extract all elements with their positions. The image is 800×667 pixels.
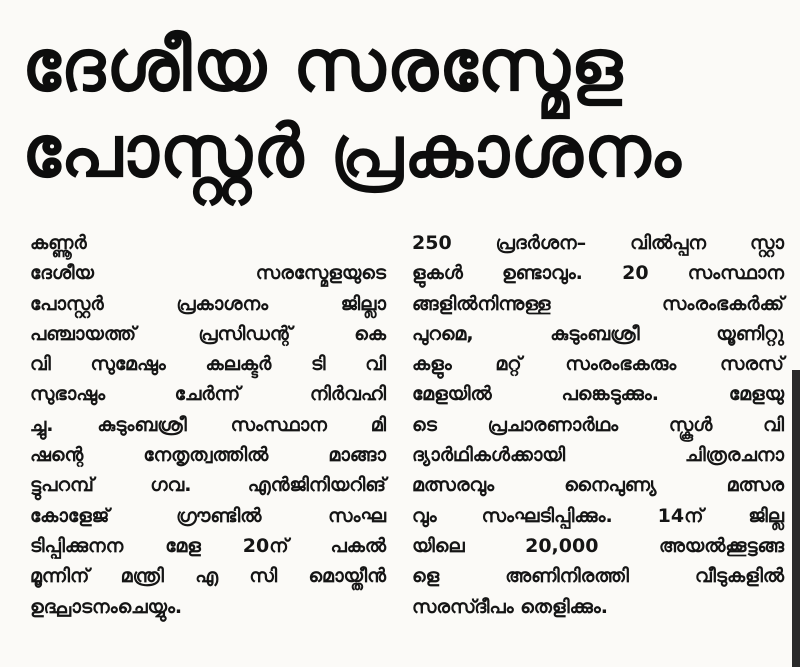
body-line: വി സുമേഷും കലക്ടർ ടി വി [30,353,386,376]
dateline: കണ്ണൂർ [30,232,87,254]
body-line: പഞ്ചായത്ത് പ്രസിഡന്റ് കെ [30,322,386,345]
body-line: ളുകൾ ഉണ്ടാവും. 20 സംസ്ഥാന [412,262,784,285]
headline-line-1: ദേശീയ സരസ്മേള [22,23,624,107]
body-line: കോളേജ് ഗ്രൗണ്ടിൽ സംഘ [30,504,386,527]
article-column-left [30,228,386,622]
body-line: മേളയിൽ പങ്കെടുക്കും. മേളയു [412,383,784,406]
body-line: പോസ്റ്റർ പ്രകാശനം ജില്ലാ [30,292,386,315]
body-line: ഉദ്ഘാടനംചെയ്യും. [30,595,183,618]
body-line: ദേശീയ സരസ്മേളയുടെ [30,262,386,285]
body-line: ട്ടുപറമ്പ് ഗവ. എൻജിനിയറിങ് [30,474,386,497]
body-line: മത്സരവും നൈപുണ്യ മത്സര [412,474,784,497]
body-line: 250 പ്രദർശന– വിൽപ്പന സ്റ്റാ [412,232,784,254]
headline [22,22,782,194]
body-line: ളെ അണിനിരത്തി വീടുകളിൽ [412,565,784,588]
body-line: സരസ്ദീപം തെളിക്കും. [412,595,608,618]
article-body-left [30,258,386,622]
body-line: ഷന്റെ നേതൃത്വത്തിൽ മാങ്ങാ [30,444,386,467]
body-line: ങ്ങളിൽനിന്നുള്ള സംരംഭകർക്ക് [412,292,784,315]
headline-line-2: പോസ്റ്റർ പ്രകാശനം [22,109,682,193]
page-edge-divider [792,370,800,667]
body-line: സുഭാഷും ചേർന്ന് നിർവഹി [30,383,386,406]
body-line: യിലെ 20,000 അയൽക്കൂട്ടങ്ങ [412,534,784,557]
body-line: പുറമെ, കുടുംബശ്രീ യൂണിറ്റു [412,322,784,345]
body-line: കളും മറ്റ് സംരംഭകരും സരസ് [412,353,784,376]
body-line: ദ്യാർഥികൾക്കായി ചിത്രരചനാ [412,444,784,467]
body-line: വും സംഘടിപ്പിക്കും. 14ന് ജില്ല [412,504,784,527]
article-column-right [412,228,784,622]
body-line: ച്ചു. കുടുംബശ്രീ സംസ്ഥാന മി [30,413,386,436]
body-line: ടിപ്പിക്കുനന മേള 20ന് പകൽ [30,534,386,557]
article-body-right [412,228,784,622]
body-line: മൂന്നിന് മന്ത്രി എ സി മൊയ്തീൻ [30,565,386,588]
body-line: ടെ പ്രചാരണാർഥം സ്കൂൾ വി [412,413,784,436]
